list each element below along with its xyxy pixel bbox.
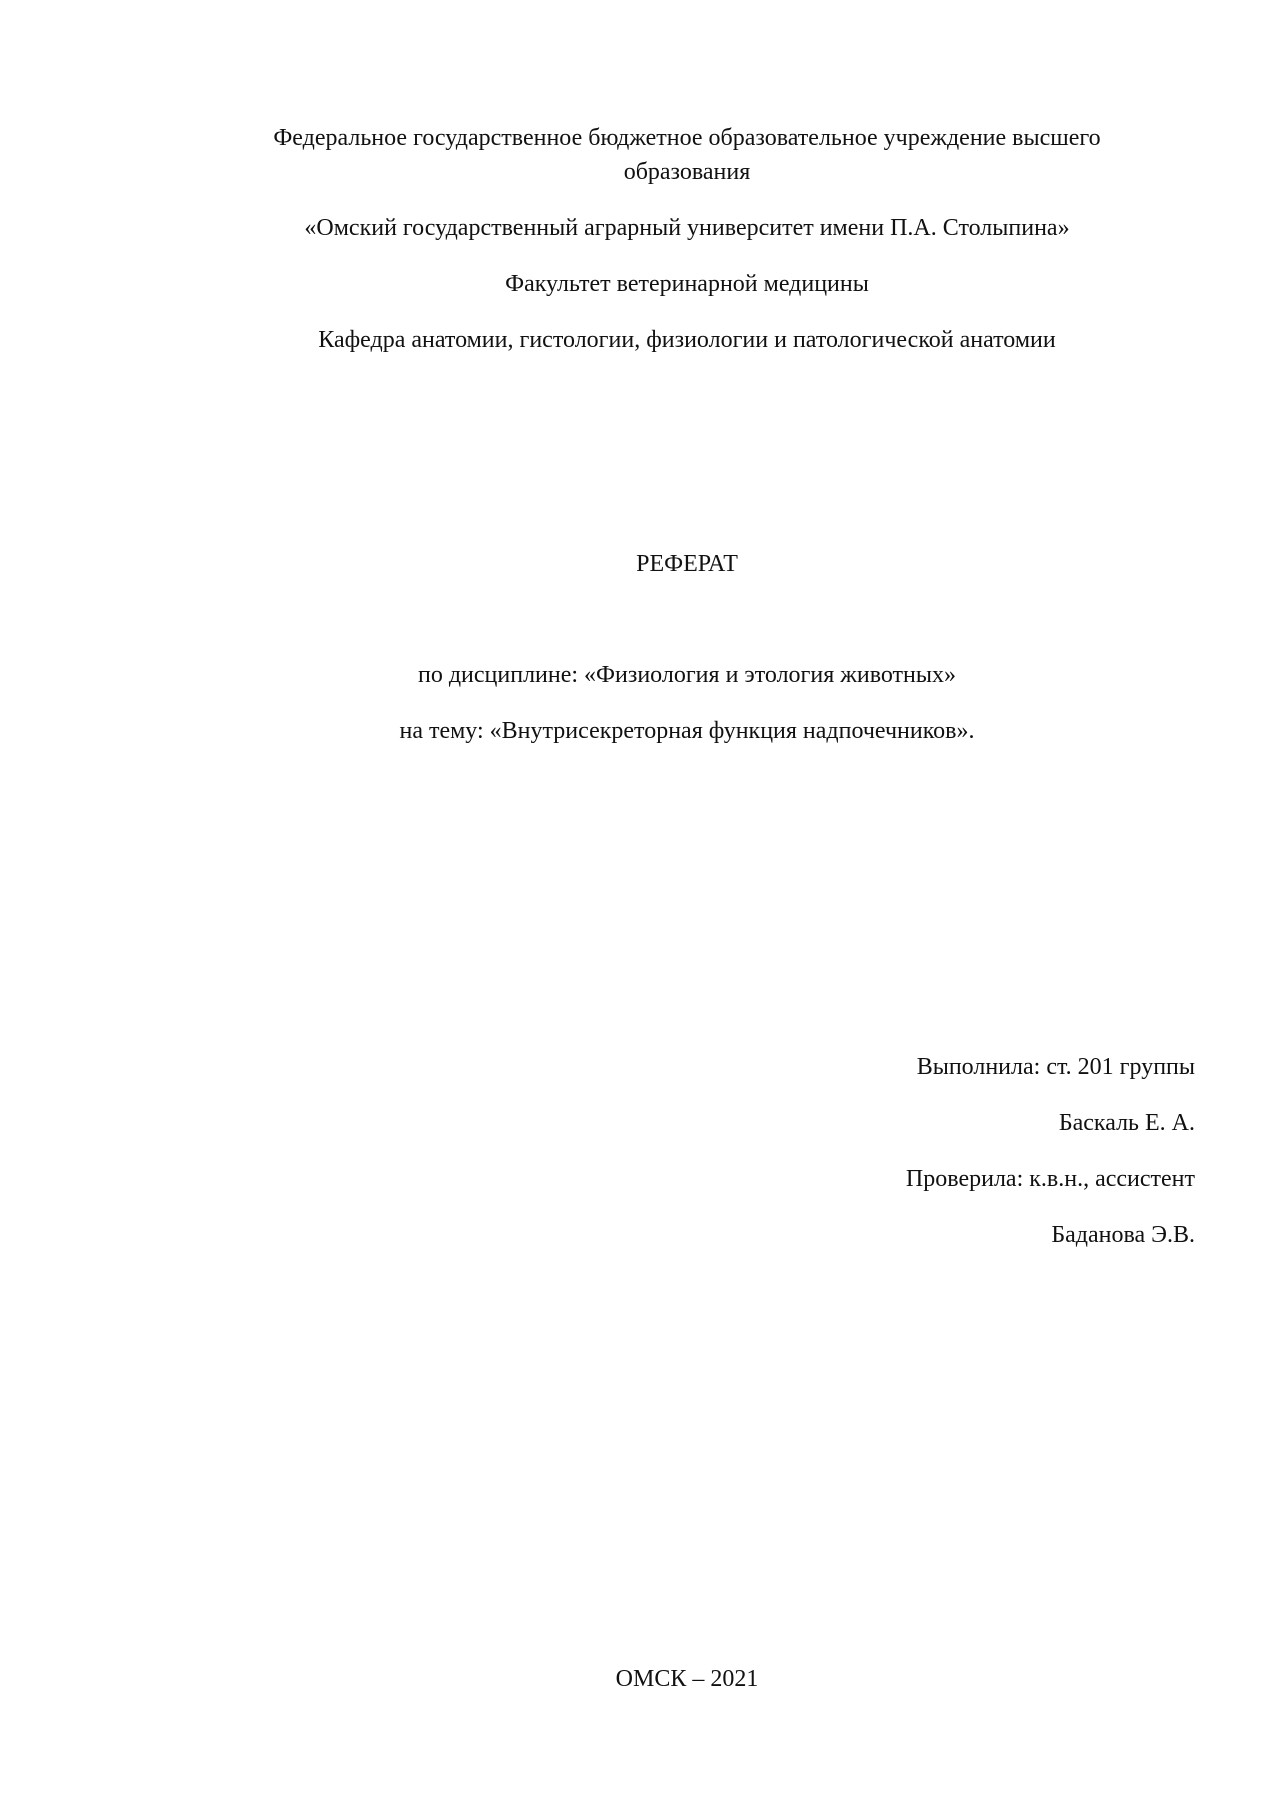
document-type-title: РЕФЕРАТ	[636, 551, 738, 577]
checked-by-line: Проверила: к.в.н., ассистент	[905, 1166, 1195, 1192]
supervisor-name: Баданова Э.В.	[1051, 1222, 1195, 1248]
university-name: «Омский государственный аграрный университет имени П.А. Столыпина»	[304, 215, 1070, 241]
discipline-line: по дисциплине: «Физиология и этология животных»	[417, 662, 957, 688]
faculty-name: Факультет ветеринарной медицины	[505, 271, 869, 297]
student-name: Баскаль Е. А.	[1058, 1110, 1195, 1136]
topic-line: на тему: «Внутрисекреторная функция надпочечников».	[399, 718, 975, 744]
city-year-footer: ОМСК – 2021	[615, 1666, 759, 1692]
institution-name: Федеральное государственное бюджетное образовательное учреждение высшего образования	[273, 125, 1101, 185]
performed-by-line: Выполнила: ст. 201 группы	[916, 1054, 1195, 1080]
department-name: Кафедра анатомии, гистологии, физиологии и патологической анатомии	[318, 327, 1056, 353]
